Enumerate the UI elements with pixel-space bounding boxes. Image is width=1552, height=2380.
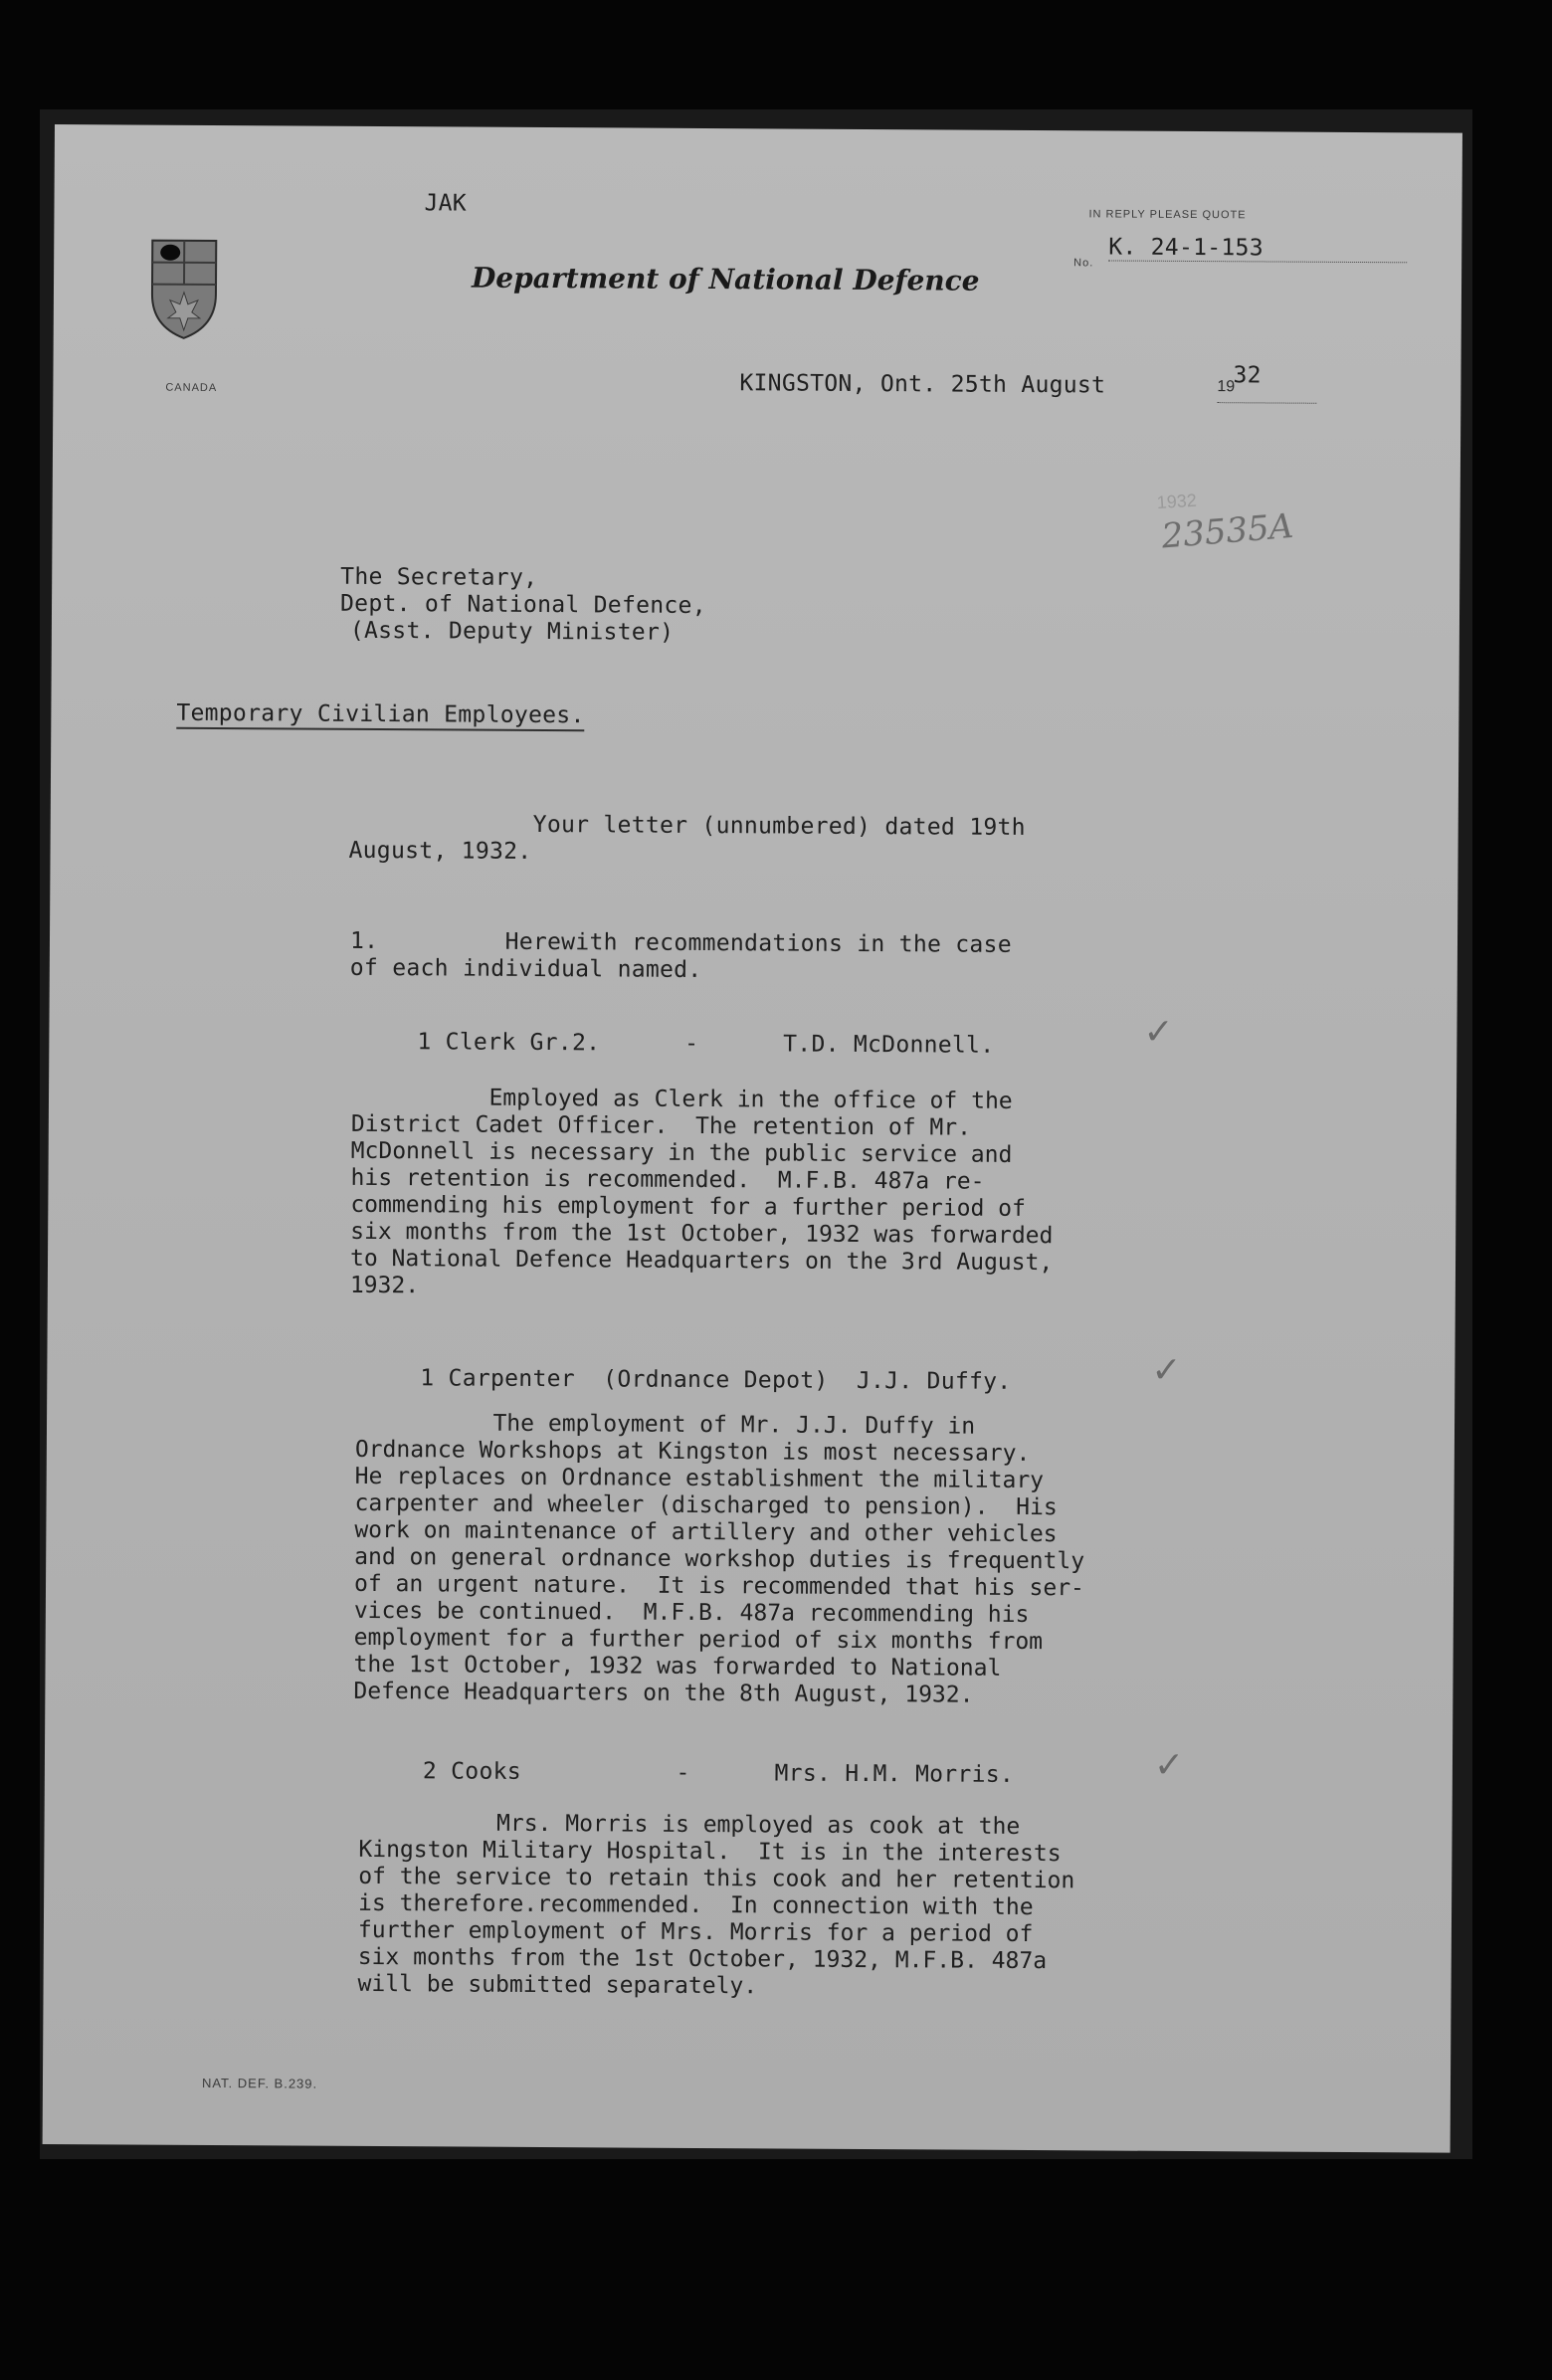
entry-heading-cooks: 2 Cooks - Mrs. H.M. Morris. [422, 1758, 1015, 1788]
check-mark-icon: ✓ [1151, 1349, 1182, 1391]
form-code: NAT. DEF. B.239. [201, 2075, 318, 2091]
entry-body-cooks: Mrs. Morris is employed as cook at the Kingston Military Hospital. It is in the interests of the service to retain this cook and her retention is therefore.recommended. In connection with the further employment of Mrs. Morris for a period of six months from the 1st October, 1932, M.F.B. 487a will be submitted separately. [357, 1809, 1075, 2000]
entry-body-clerk: Employed as Clerk in the office of the District Cadet Officer. The retention of Mr. McDonnell is necessary in the public service and his retention is recommended. M.F.B. 487a re- commending his employment for a further period of six months from the 1st October, 1932 was forwarded to National Defence Headquarters on the 3rd August, 1932. [349, 1084, 1054, 1299]
paragraph-1-line-1: 1. Herewith recommendations in the case [349, 927, 1012, 958]
letter-page [43, 124, 1462, 2153]
addressee-line-1: The Secretary, [340, 563, 538, 591]
crest-label: CANADA [165, 381, 218, 395]
year-rule [1217, 402, 1316, 404]
coat-of-arms-icon [148, 235, 221, 342]
reply-quote-label: IN REPLY PLEASE QUOTE [1088, 208, 1247, 222]
entry-heading-carpenter: 1 Carpenter (Ordnance Depot) J.J. Duffy. [420, 1365, 1012, 1395]
received-stamp: 1932 [1156, 490, 1198, 513]
reference-number: K. 24-1-153 [1108, 234, 1407, 263]
check-mark-icon: ✓ [1143, 1011, 1174, 1053]
addressee-line-3: (Asst. Deputy Minister) [349, 617, 675, 646]
place-date: KINGSTON, Ont. 25th August [739, 370, 1106, 399]
department-title: Department of National Defence [471, 261, 980, 298]
reference-line-2: August, 1932. [348, 837, 532, 865]
handwritten-file-number: 23535A [1160, 505, 1295, 557]
paragraph-1-line-2: of each individual named. [349, 954, 702, 983]
typist-initials: JAK [424, 190, 468, 217]
addressee-line-2: Dept. of National Defence, [339, 590, 706, 620]
year-suffix: 32 [1233, 362, 1261, 389]
entry-body-carpenter: The employment of Mr. J.J. Duffy in Ordnance Workshops at Kingston is most necessary. He replaces on Ordnance establishment the military carpenter and wheeler (discharged to pension). His work on maintenance of artillery and other vehicles and on general ordnance workshop duties is frequently of an urgent nature. It is recommended that his ser- vices be continued. M.F.B. 487a recommending his employment for a further period of six months from the 1st October, 1932 was forwarded to National Defence Headquarters on the 8th August, 1932. [353, 1409, 1085, 1708]
check-mark-icon: ✓ [1153, 1744, 1185, 1786]
reference-line-1: Your letter (unnumbered) dated 19th [532, 811, 1026, 841]
subject-line: Temporary Civilian Employees. [176, 700, 584, 732]
entry-heading-clerk: 1 Clerk Gr.2. - T.D. McDonnell. [417, 1029, 995, 1059]
year-prefix: 19 [1217, 378, 1236, 396]
number-label: No. [1073, 257, 1094, 270]
